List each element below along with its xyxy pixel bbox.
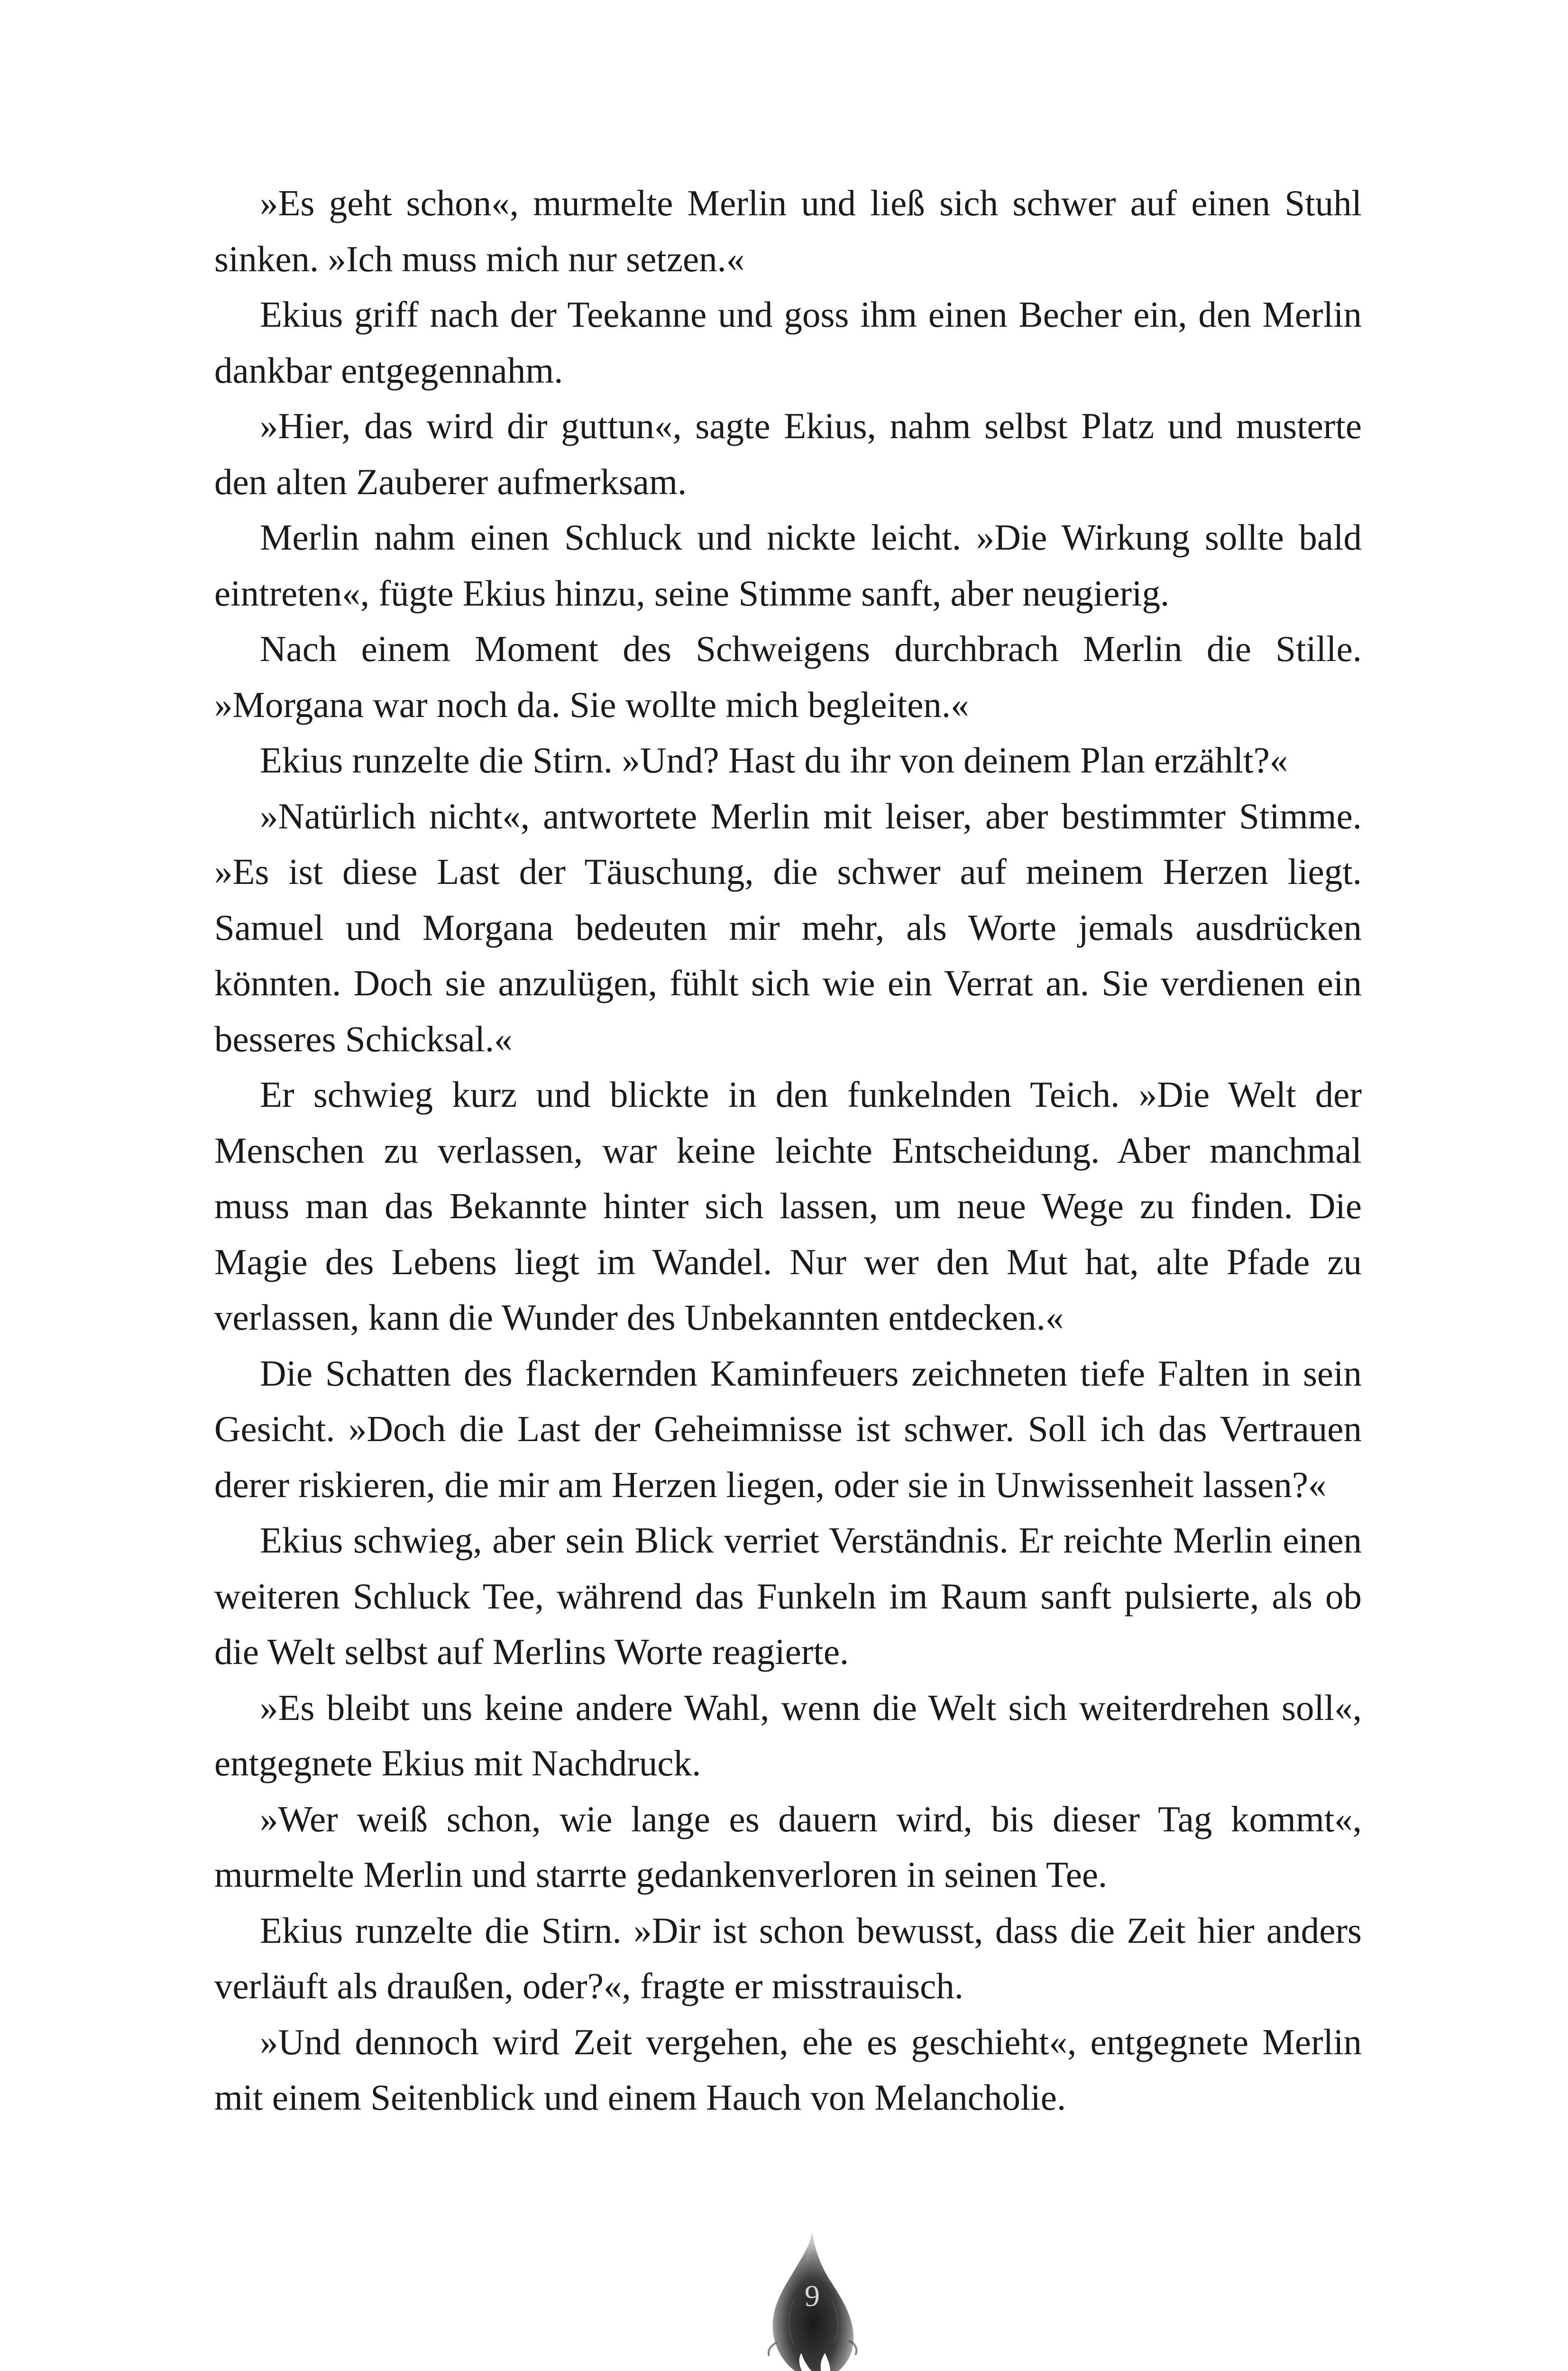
paragraph: Merlin nahm einen Schluck und nickte leicht. »Die Wirkung sollte bald eintreten«, fügte Ekius hinzu, seine Stimme sanft, aber neugierig. — [214, 517, 1362, 614]
page-number: 9 — [805, 2279, 820, 2313]
paragraph: »Es bleibt uns keine andere Wahl, wenn die Welt sich weiterdrehen soll«, entgegnete Ekius mit Nachdruck. — [214, 1687, 1362, 1783]
paragraph: »Es geht schon«, murmelte Merlin und ließ sich schwer auf einen Stuhl sinken. »Ich muss mich nur setzen.« — [214, 183, 1362, 279]
paragraph: Nach einem Moment des Schweigens durchbrach Merlin die Stille. »Morgana war noch da. Sie wollte mich begleiten.« — [214, 628, 1362, 725]
paragraph: Die Schatten des flackernden Kaminfeuers zeichneten tiefe Falten in sein Gesicht. »Doch die Last der Geheimnisse ist schwer. Soll ich das Vertrauen derer riskieren, die mir am Herzen liegen, oder sie in Unwissenheit lassen?« — [214, 1352, 1362, 1505]
paragraph: »Und dennoch wird Zeit vergehen, ehe es geschieht«, entgegnete Merlin mit einem Seitenblick und einem Hauch von Melancholie. — [214, 2021, 1362, 2118]
paragraph: »Natürlich nicht«, antwortete Merlin mit leiser, aber bestimmter Stimme. »Es ist diese Last der Täuschung, die schwer auf meinem Herzen liegt. Samuel und Morgana bedeuten mir mehr, als Worte jemals ausdrücken könnten. Doch sie anzulügen, fühlt sich wie ein Verrat an. Sie verdienen ein besseres Schicksal.« — [214, 795, 1362, 1059]
paragraph: Er schwieg kurz und blickte in den funkelnden Teich. »Die Welt der Menschen zu verlassen, war keine leichte Entscheidung. Aber manchmal muss man das Bekannte hinter sich lassen, um neue Wege zu finden. Die Magie des Lebens liegt im Wandel. Nur wer den Mut hat, alte Pfade zu verlassen, kann die Wunder des Unbekannten entdecken.« — [214, 1074, 1362, 1338]
paragraph: Ekius runzelte die Stirn. »Dir ist schon bewusst, dass die Zeit hier anders verläuft als draußen, oder?«, fragte er misstrauisch. — [214, 1910, 1362, 2006]
paragraph: Ekius schwieg, aber sein Blick verriet Verständnis. Er reichte Merlin einen weiteren Schluck Tee, während das Funkeln im Raum sanft pulsierte, als ob die Welt selbst auf Merlins Worte reagierte. — [214, 1520, 1362, 1672]
paragraph: Ekius runzelte die Stirn. »Und? Hast du ihr von deinem Plan erzählt?« — [260, 740, 1288, 781]
paragraph: »Wer weiß schon, wie lange es dauern wird, bis dieser Tag kommt«, murmelte Merlin und starrte gedankenverloren in seinen Tee. — [214, 1798, 1362, 1895]
paragraph: »Hier, das wird dir guttun«, sagte Ekius, nahm selbst Platz und musterte den alten Zauberer aufmerksam. — [214, 405, 1362, 502]
body-text — [214, 175, 1362, 2126]
paragraph: Ekius griff nach der Teekanne und goss ihm einen Becher ein, den Merlin dankbar entgegennahm. — [214, 294, 1362, 391]
